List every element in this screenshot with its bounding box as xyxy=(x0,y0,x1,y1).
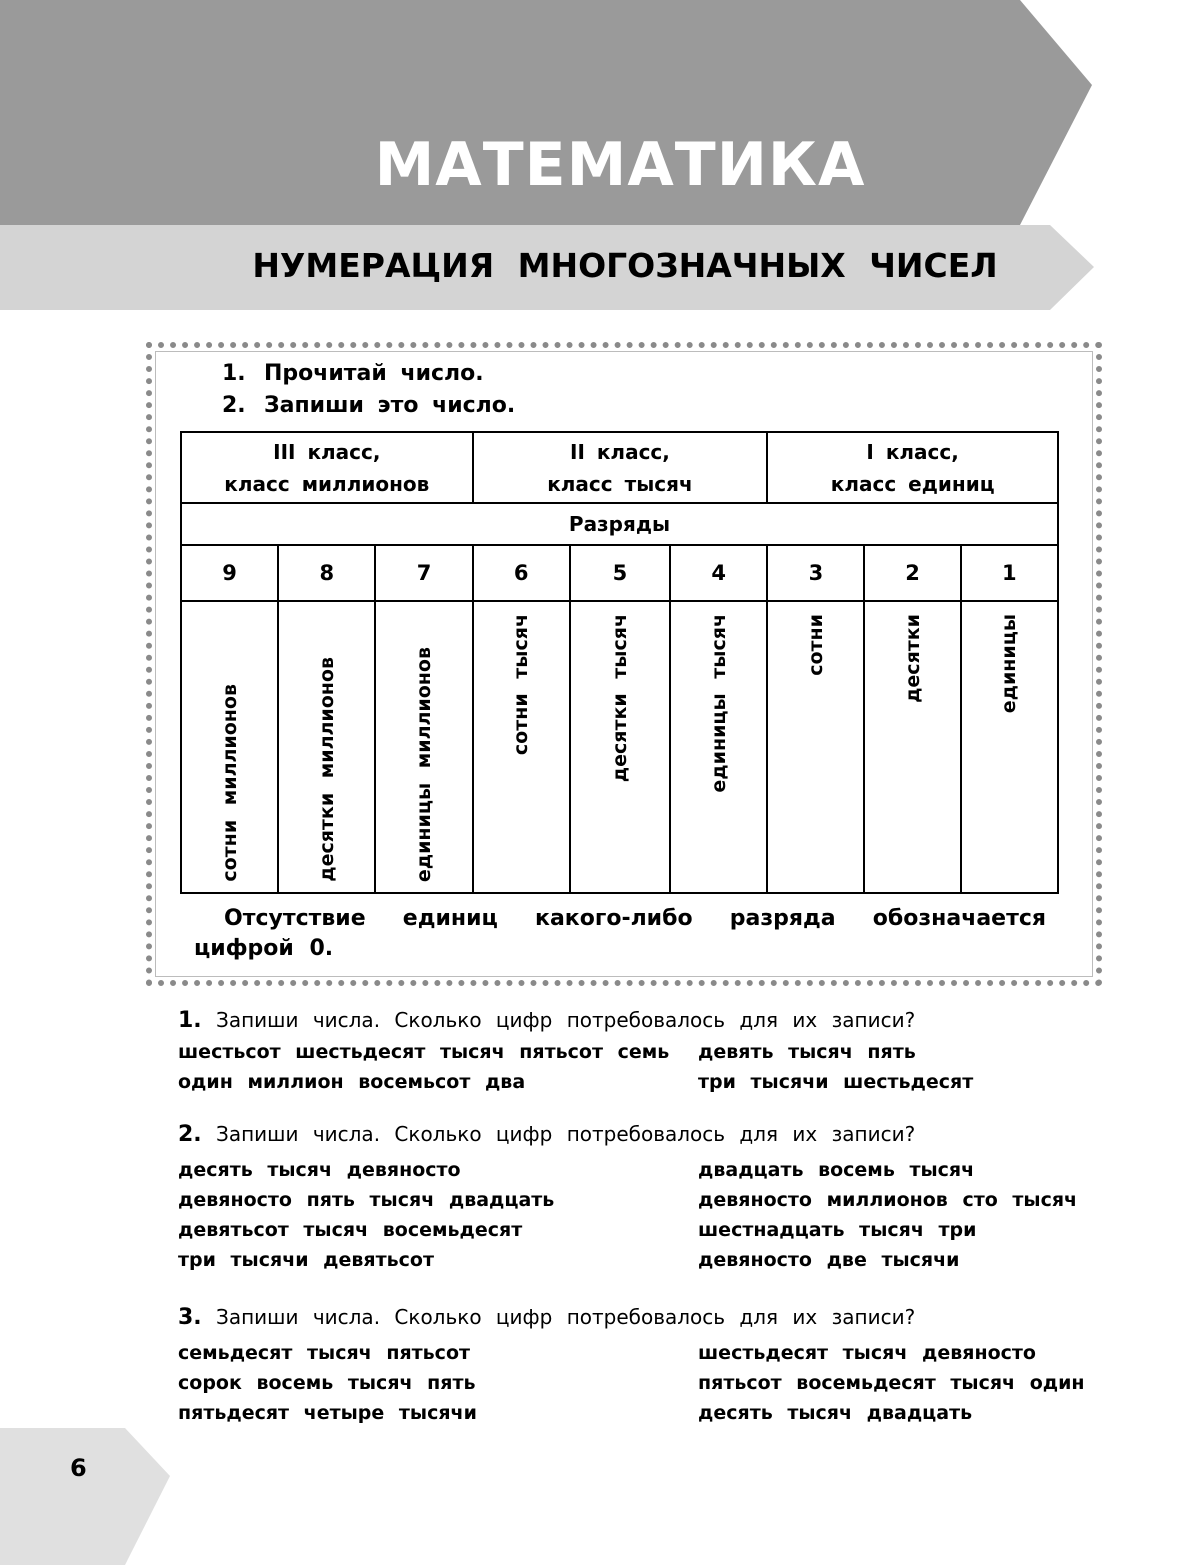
task-question xyxy=(178,1122,1098,1147)
task-question xyxy=(178,1008,1098,1033)
task-number: 3. xyxy=(178,1305,202,1330)
task-3 xyxy=(178,1305,1098,1428)
rank-digit: 8 xyxy=(278,545,375,601)
class-thousands-cell xyxy=(473,432,768,503)
class-title: III класс, xyxy=(273,439,381,464)
task-item: пятьсот восемьдесят тысяч один xyxy=(698,1372,1085,1394)
rank-name: сотни тысяч xyxy=(510,614,533,756)
rank-digit: 7 xyxy=(375,545,472,601)
rank-name: единицы тысяч xyxy=(707,614,730,793)
rule-text: Прочитай число. xyxy=(264,361,484,386)
rank-name-cell xyxy=(670,601,767,893)
task-item: десять тысяч двадцать xyxy=(698,1402,973,1424)
task-item: сорок восемь тысяч пять xyxy=(178,1372,476,1394)
task-item: один миллион восемьсот два xyxy=(178,1071,526,1093)
task-item: шестнадцать тысяч три xyxy=(698,1219,977,1241)
task-text: Запиши числа. Сколько цифр потребовалось для их записи? xyxy=(216,1122,916,1146)
task-items xyxy=(178,1037,1098,1097)
rank-name: десятки миллионов xyxy=(315,657,338,882)
rank-name: сотни xyxy=(804,614,827,676)
rank-name: единицы миллионов xyxy=(413,646,436,882)
page-subtitle: НУМЕРАЦИЯ МНОГОЗНАЧНЫХ ЧИСЕЛ xyxy=(252,246,998,285)
task-1 xyxy=(178,1008,1098,1097)
rule-item xyxy=(222,390,515,422)
task-items xyxy=(178,1155,1098,1275)
class-subtitle: класс единиц xyxy=(830,471,995,496)
class-title: I класс, xyxy=(866,439,959,464)
task-item: шестьдесят тысяч девяносто xyxy=(698,1342,1036,1364)
rank-name-cell xyxy=(278,601,375,893)
task-item: шестьсот шестьдесят тысяч пятьсот семь xyxy=(178,1041,670,1063)
rank-name: единицы xyxy=(998,614,1021,714)
rule-number: 1. xyxy=(222,361,246,386)
class-millions-cell xyxy=(181,432,473,503)
task-text: Запиши числа. Сколько цифр потребовалось для их записи? xyxy=(216,1305,916,1329)
task-question xyxy=(178,1305,1098,1330)
rank-digit: 5 xyxy=(570,545,670,601)
page-number: 6 xyxy=(70,1454,87,1482)
task-item: три тысячи шестьдесят xyxy=(698,1071,974,1093)
rank-digit: 1 xyxy=(961,545,1058,601)
task-item: двадцать восемь тысяч xyxy=(698,1159,975,1181)
rule-number: 2. xyxy=(222,393,246,418)
place-value-table xyxy=(180,431,1059,894)
task-item: девять тысяч пять xyxy=(698,1041,916,1063)
rules-list xyxy=(222,358,515,422)
task-item: девятьсот тысяч восемьдесят xyxy=(178,1219,523,1241)
task-item: семьдесят тысяч пятьсот xyxy=(178,1342,471,1364)
task-item: девяносто пять тысяч двадцать xyxy=(178,1189,555,1211)
page-number-tab xyxy=(0,1428,170,1565)
rank-name: десятки xyxy=(901,614,924,703)
rank-name: сотни миллионов xyxy=(218,684,241,882)
rank-digit: 9 xyxy=(181,545,278,601)
task-number: 1. xyxy=(178,1008,202,1033)
task-text: Запиши числа. Сколько цифр потребовалось для их записи? xyxy=(216,1008,916,1032)
ranks-title: Разряды xyxy=(181,503,1058,545)
rule-item xyxy=(222,358,515,390)
task-item: девяносто миллионов сто тысяч xyxy=(698,1189,1078,1211)
class-subtitle: класс тысяч xyxy=(547,471,693,496)
rank-name-cell xyxy=(767,601,864,893)
rule-text: Запиши это число. xyxy=(264,393,516,418)
task-items xyxy=(178,1338,1098,1428)
rank-digit: 3 xyxy=(767,545,864,601)
rank-name-cell xyxy=(181,601,278,893)
task-item: девяносто две тысячи xyxy=(698,1249,960,1271)
task-item: три тысячи девятьсот xyxy=(178,1249,434,1271)
rank-digit: 4 xyxy=(670,545,767,601)
task-item: пятьдесят четыре тысячи xyxy=(178,1402,477,1424)
class-title: II класс, xyxy=(570,439,670,464)
task-number: 2. xyxy=(178,1122,202,1147)
task-item: десять тысяч девяносто xyxy=(178,1159,461,1181)
rank-name-cell xyxy=(570,601,670,893)
rank-digit: 6 xyxy=(473,545,570,601)
page-title: МАТЕМАТИКА xyxy=(374,130,866,200)
class-subtitle: класс миллионов xyxy=(224,471,430,496)
rank-name-cell xyxy=(375,601,472,893)
rank-name-cell xyxy=(864,601,960,893)
rank-name-cell xyxy=(961,601,1058,893)
rank-digit: 2 xyxy=(864,545,960,601)
rank-name: десятки тысяч xyxy=(608,614,631,783)
rank-name-cell xyxy=(473,601,570,893)
zero-rule-note: Отсутствие единиц какого-либо разряда обозначается цифрой 0. xyxy=(194,906,1046,961)
task-2 xyxy=(178,1122,1098,1275)
class-units-cell xyxy=(767,432,1058,503)
